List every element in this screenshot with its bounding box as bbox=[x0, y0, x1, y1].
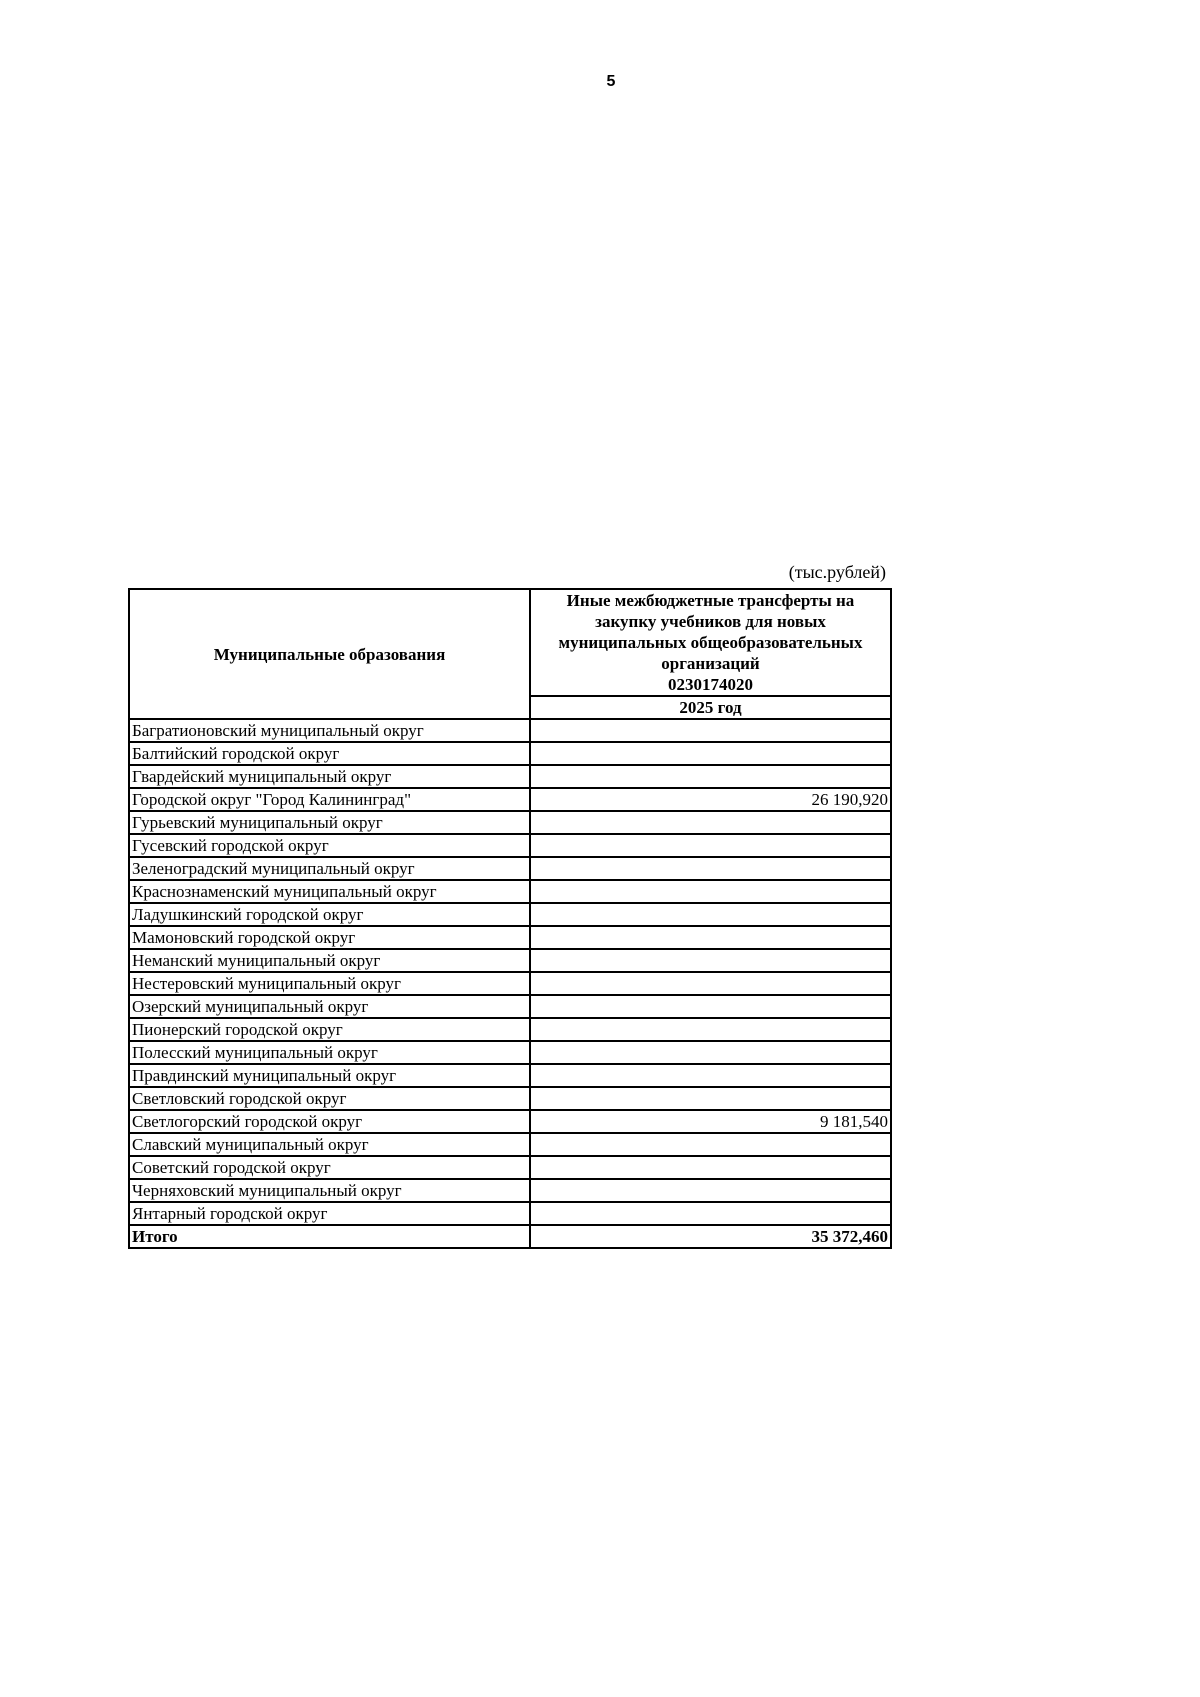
transfer-value bbox=[530, 1041, 891, 1064]
transfer-value bbox=[530, 903, 891, 926]
table-row bbox=[129, 719, 891, 742]
table-row bbox=[129, 857, 891, 880]
table-row bbox=[129, 1156, 891, 1179]
transfer-value: 26 190,920 bbox=[530, 788, 891, 811]
municipality-name: Гусевский городской округ bbox=[129, 834, 530, 857]
municipality-name: Янтарный городской округ bbox=[129, 1202, 530, 1225]
transfer-value bbox=[530, 834, 891, 857]
municipality-name: Гвардейский муниципальный округ bbox=[129, 765, 530, 788]
year-header: 2025 год bbox=[530, 696, 891, 719]
header-line: Иные межбюджетные трансферты на bbox=[566, 591, 855, 610]
transfer-value bbox=[530, 765, 891, 788]
municipality-name: Светловский городской округ bbox=[129, 1087, 530, 1110]
municipality-name: Нестеровский муниципальный округ bbox=[129, 972, 530, 995]
transfer-value bbox=[530, 995, 891, 1018]
municipality-name: Балтийский городской округ bbox=[129, 742, 530, 765]
table-row bbox=[129, 903, 891, 926]
municipality-name: Советский городской округ bbox=[129, 1156, 530, 1179]
total-value: 35 372,460 bbox=[530, 1225, 891, 1248]
header-line: 0230174020 bbox=[668, 675, 753, 694]
total-label: Итого bbox=[129, 1225, 530, 1248]
transfer-value bbox=[530, 1087, 891, 1110]
table-row bbox=[129, 1018, 891, 1041]
municipality-name: Гурьевский муниципальный округ bbox=[129, 811, 530, 834]
table-row bbox=[129, 949, 891, 972]
table-row bbox=[129, 1179, 891, 1202]
municipality-name: Пионерский городской округ bbox=[129, 1018, 530, 1041]
column-header-municipalities: Муниципальные образования bbox=[129, 589, 530, 719]
transfer-value bbox=[530, 880, 891, 903]
header-line: муниципальных общеобразовательных bbox=[558, 633, 863, 652]
municipality-name: Светлогорский городской округ bbox=[129, 1110, 530, 1133]
table-row bbox=[129, 811, 891, 834]
municipality-name: Краснознаменский муниципальный округ bbox=[129, 880, 530, 903]
table-row bbox=[129, 1202, 891, 1225]
transfer-value bbox=[530, 926, 891, 949]
transfer-value bbox=[530, 949, 891, 972]
municipality-name: Славский муниципальный округ bbox=[129, 1133, 530, 1156]
transfer-value bbox=[530, 1156, 891, 1179]
table-row bbox=[129, 1133, 891, 1156]
transfer-value bbox=[530, 811, 891, 834]
municipality-name: Черняховский муниципальный округ bbox=[129, 1179, 530, 1202]
municipality-name: Багратионовский муниципальный округ bbox=[129, 719, 530, 742]
header-line: закупку учебников для новых bbox=[595, 612, 826, 631]
units-label: (тыс.рублей) bbox=[788, 562, 886, 582]
transfer-value bbox=[530, 972, 891, 995]
municipality-name: Мамоновский городской округ bbox=[129, 926, 530, 949]
table-row bbox=[129, 880, 891, 903]
table-row bbox=[129, 1110, 891, 1133]
transfer-value bbox=[530, 1018, 891, 1041]
table-row bbox=[129, 1087, 891, 1110]
table-row bbox=[129, 995, 891, 1018]
transfer-value bbox=[530, 857, 891, 880]
transfer-value bbox=[530, 719, 891, 742]
table-row bbox=[129, 834, 891, 857]
table-row bbox=[129, 1041, 891, 1064]
transfer-value bbox=[530, 742, 891, 765]
page-number: 5 bbox=[606, 73, 616, 90]
table-row bbox=[129, 788, 891, 811]
table-header-row bbox=[129, 589, 891, 696]
column-header-transfers bbox=[530, 589, 891, 696]
transfer-value bbox=[530, 1179, 891, 1202]
municipality-name: Городской округ "Город Калининград" bbox=[129, 788, 530, 811]
transfer-value bbox=[530, 1202, 891, 1225]
municipality-name: Полесский муниципальный округ bbox=[129, 1041, 530, 1064]
municipality-name: Правдинский муниципальный округ bbox=[129, 1064, 530, 1087]
table-row bbox=[129, 742, 891, 765]
header-line: организаций bbox=[661, 654, 760, 673]
table-row bbox=[129, 765, 891, 788]
municipality-name: Неманский муниципальный округ bbox=[129, 949, 530, 972]
transfer-value bbox=[530, 1064, 891, 1087]
municipality-name: Озерский муниципальный округ bbox=[129, 995, 530, 1018]
table-row bbox=[129, 926, 891, 949]
table-row bbox=[129, 972, 891, 995]
transfer-value bbox=[530, 1133, 891, 1156]
table-row bbox=[129, 1064, 891, 1087]
budget-table bbox=[128, 588, 892, 1249]
municipality-name: Зеленоградский муниципальный округ bbox=[129, 857, 530, 880]
municipality-name: Ладушкинский городской округ bbox=[129, 903, 530, 926]
table-body bbox=[129, 719, 891, 1248]
total-row bbox=[129, 1225, 891, 1248]
transfer-value: 9 181,540 bbox=[530, 1110, 891, 1133]
